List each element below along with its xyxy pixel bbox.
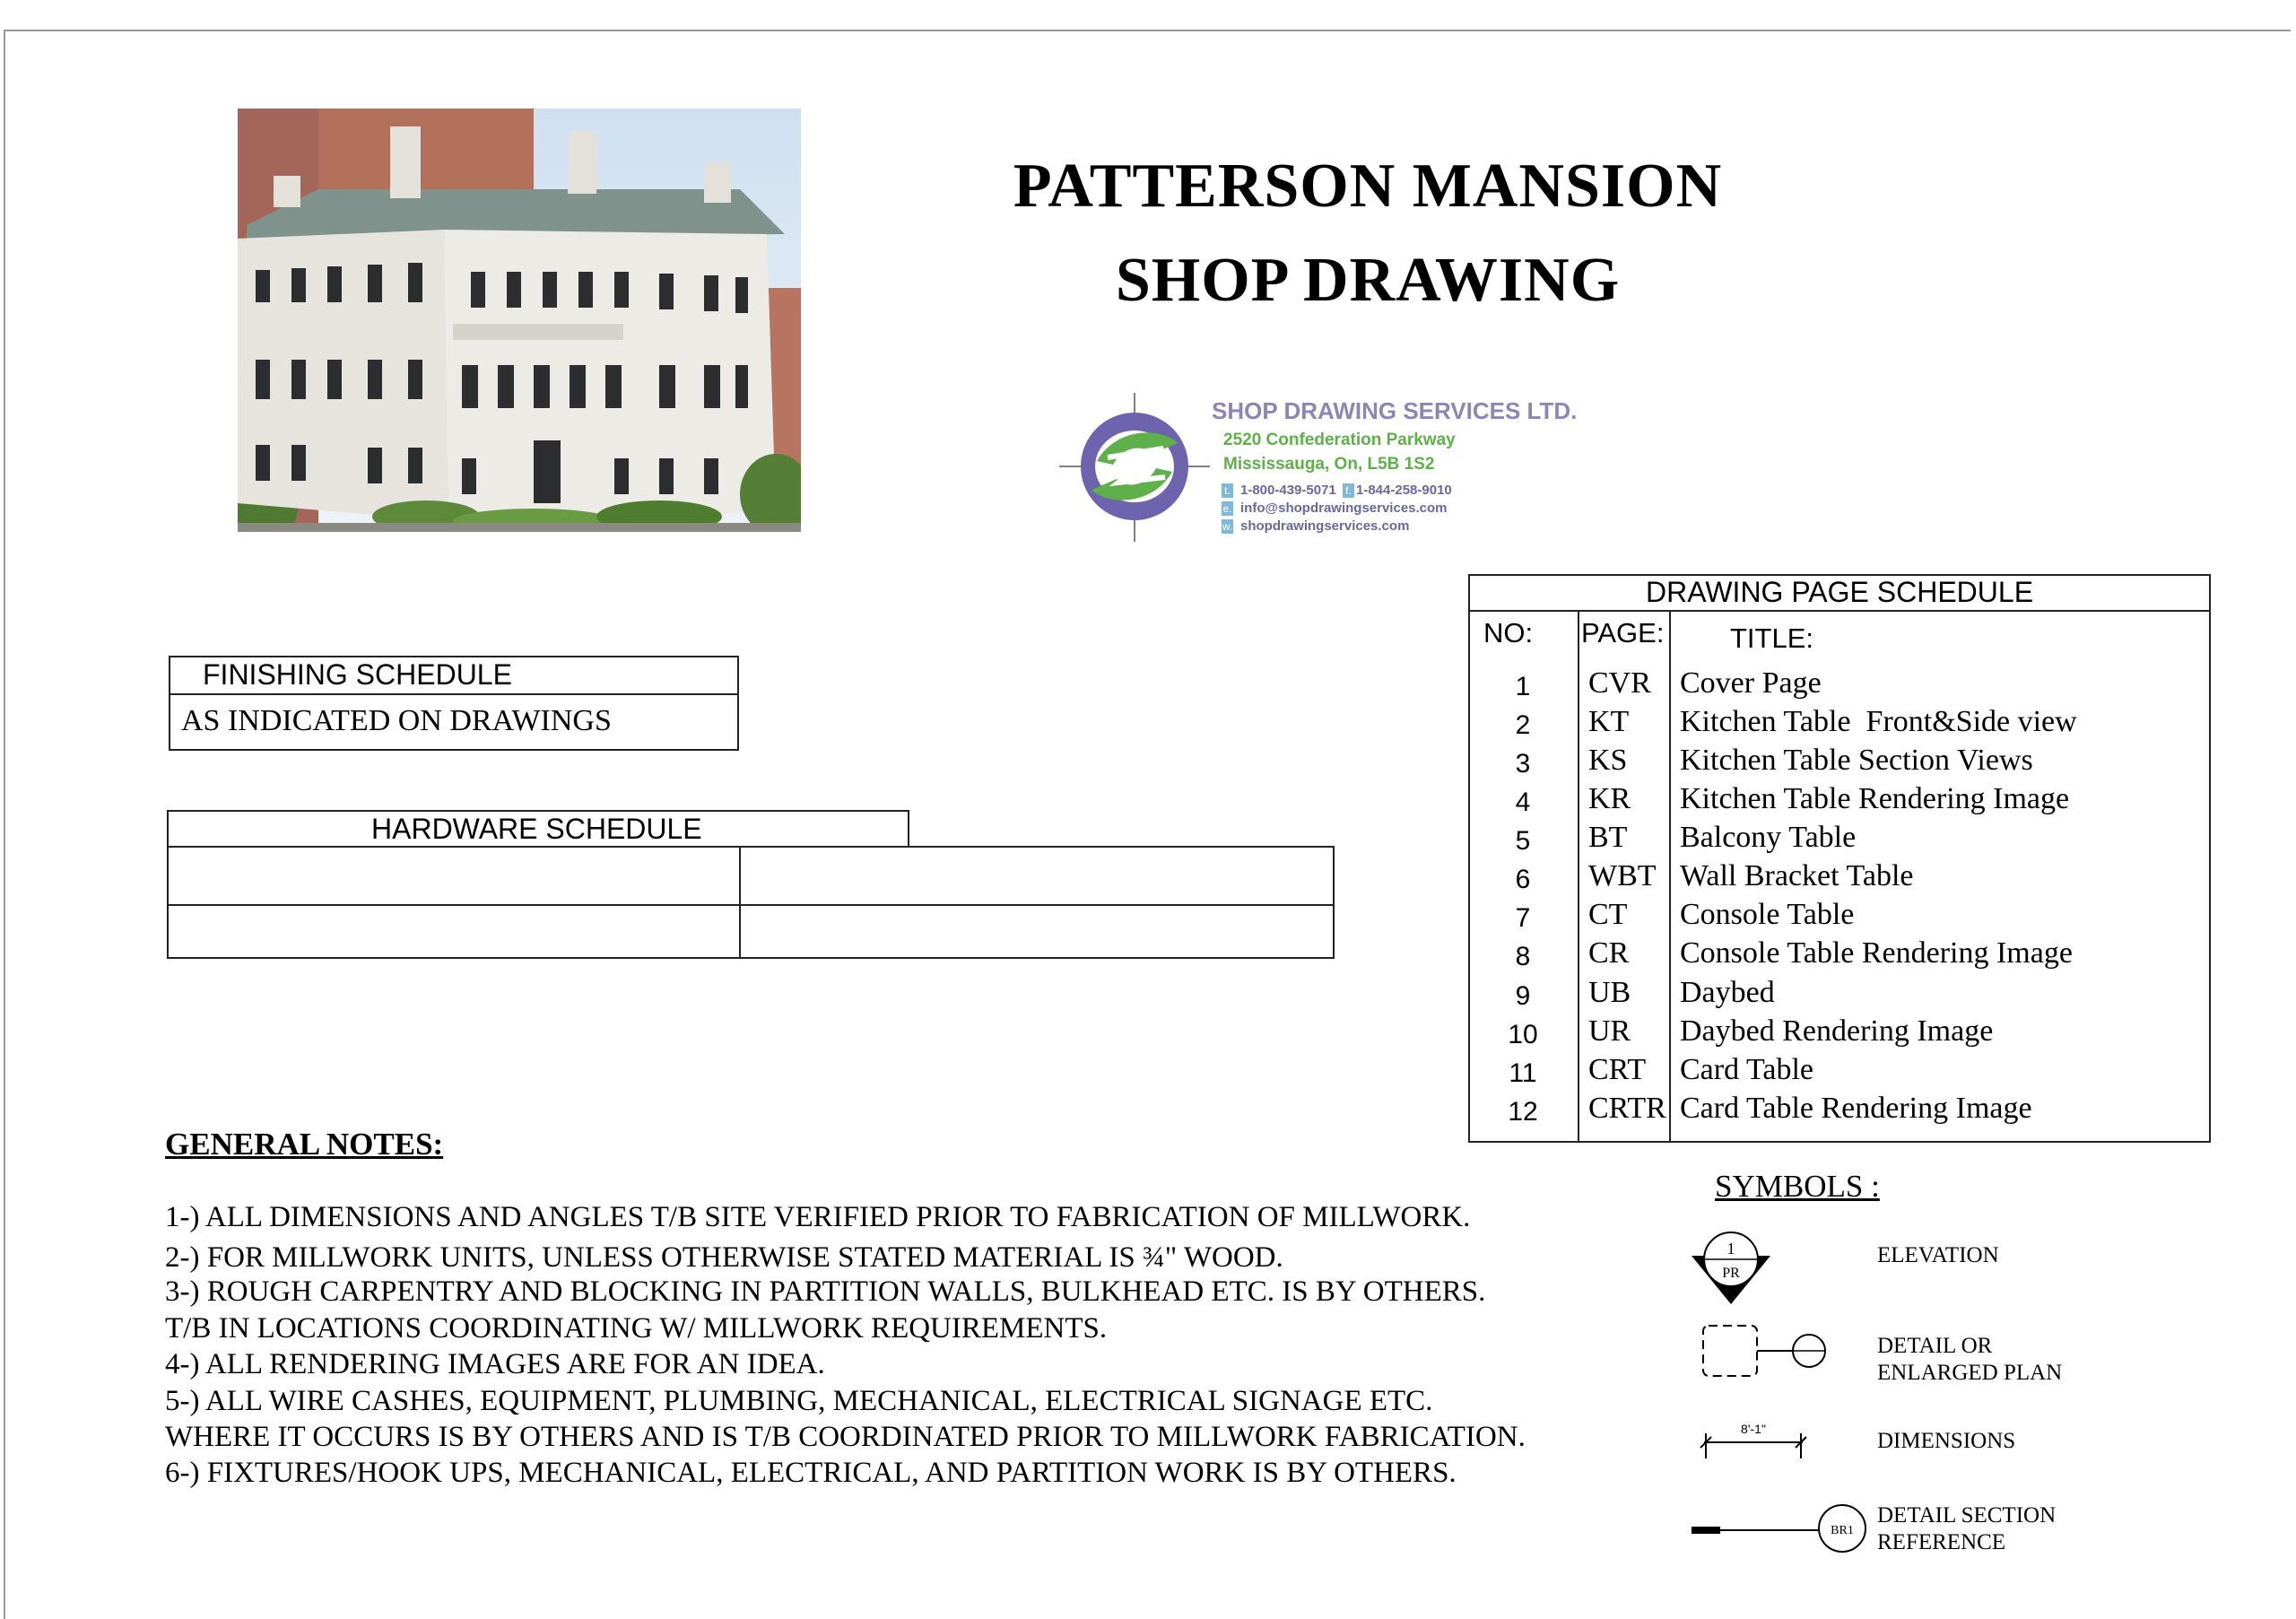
col-page-header: PAGE: <box>1581 617 1665 648</box>
col-no-header: NO: <box>1483 617 1534 648</box>
schedule-row-title: Kitchen Table Rendering Image <box>1680 782 2070 815</box>
general-note-line: 2-) FOR MILLWORK UNITS, UNLESS OTHERWISE STATED MATERIAL IS ¾" WOOD. <box>165 1241 1283 1274</box>
schedule-row-page: CVR <box>1588 666 1651 700</box>
schedule-row-no: 3 <box>1515 749 1531 779</box>
schedule-row-title: Daybed <box>1680 976 1775 1009</box>
dimension-symbol-icon <box>1695 1417 1812 1462</box>
schedule-row-page: KR <box>1588 782 1631 815</box>
company-phone: 1-800-439-5071 <box>1240 483 1336 498</box>
company-fax: 1-844-258-9010 <box>1356 483 1452 498</box>
schedule-row-title: Cover Page <box>1680 666 1822 700</box>
general-note-line: 4-) ALL RENDERING IMAGES ARE FOR AN IDEA. <box>165 1348 825 1380</box>
section-reference-ref: BR1 <box>1831 1524 1854 1537</box>
schedule-row-title: Card Table Rendering Image <box>1680 1092 2032 1125</box>
col-title-header: TITLE: <box>1730 622 1814 654</box>
schedule-row-no: 8 <box>1515 942 1531 971</box>
schedule-row-page: CR <box>1588 936 1630 970</box>
detail-plan-label-line1: DETAIL OR <box>1877 1334 1993 1358</box>
schedule-row-title: Kitchen Table Front&Side view <box>1680 705 2077 738</box>
schedule-row-no: 12 <box>1508 1097 1538 1127</box>
schedule-row-page: KT <box>1588 705 1630 738</box>
mansion-photo <box>238 109 801 532</box>
schedule-row <box>1470 819 2208 857</box>
schedule-row <box>1470 1051 2208 1090</box>
company-logo-icon <box>1054 391 1215 544</box>
general-note-line: 6-) FIXTURES/HOOK UPS, MECHANICAL, ELECTRICAL, AND PARTITION WORK IS BY OTHERS. <box>165 1457 1457 1489</box>
general-note-line: 5-) ALL WIRE CASHES, EQUIPMENT, PLUMBING, MECHANICAL, ELECTRICAL SIGNAGE ETC. <box>165 1385 1433 1417</box>
schedule-row-page: BT <box>1588 821 1628 854</box>
schedule-row-no: 5 <box>1515 826 1531 856</box>
hardware-schedule-table <box>167 846 1335 959</box>
company-address-2: Mississauga, On, L5B 1S2 <box>1223 455 1435 474</box>
schedule-row <box>1470 1090 2208 1128</box>
schedule-row-page: CT <box>1588 898 1628 931</box>
hardware-schedule-header-box <box>167 810 909 848</box>
schedule-row <box>1470 703 2208 742</box>
finishing-schedule-table <box>169 656 739 751</box>
company-name: SHOP DRAWING SERVICES LTD. <box>1212 397 1578 424</box>
dimensions-label: DIMENSIONS <box>1877 1429 2016 1453</box>
general-note-line: T/B IN LOCATIONS COORDINATING W/ MILLWORK REQUIREMENTS. <box>165 1312 1108 1345</box>
elevation-symbol-icon <box>1686 1229 1776 1306</box>
dimension-symbol-value: 8'-1" <box>1741 1422 1766 1436</box>
project-title: PATTERSON MANSION <box>1013 152 1723 221</box>
schedule-row-page: WBT <box>1588 859 1657 892</box>
company-website: shopdrawingservices.com <box>1240 518 1410 534</box>
schedule-row-page: KS <box>1588 744 1628 777</box>
schedule-row-title: Kitchen Table Section Views <box>1680 744 2033 777</box>
email-tag: e. <box>1222 502 1232 515</box>
schedule-row-title: Balcony Table <box>1680 821 1857 854</box>
schedule-row-no: 1 <box>1515 672 1531 701</box>
schedule-row-page: UB <box>1588 976 1631 1009</box>
company-email: info@shopdrawingservices.com <box>1240 500 1448 516</box>
schedule-row-page: UR <box>1588 1014 1631 1048</box>
schedule-row <box>1470 935 2208 973</box>
finishing-schedule-value: AS INDICATED ON DRAWINGS <box>181 704 612 737</box>
section-reference-label-line1: DETAIL SECTION <box>1877 1503 2057 1528</box>
phone-tag: t. <box>1222 483 1233 498</box>
schedule-row-no: 11 <box>1509 1058 1537 1088</box>
elevation-label: ELEVATION <box>1877 1243 1999 1267</box>
detail-plan-label <box>1877 1333 2062 1387</box>
company-address-1: 2520 Confederation Parkway <box>1223 431 1456 449</box>
schedule-row-page: CRT <box>1588 1053 1647 1086</box>
symbols-header: SYMBOLS : <box>1715 1169 1880 1204</box>
schedule-row-no: 6 <box>1515 865 1531 894</box>
schedule-row <box>1470 1013 2208 1051</box>
general-note-line: 1-) ALL DIMENSIONS AND ANGLES T/B SITE VERIFIED PRIOR TO FABRICATION OF MILLWORK. <box>165 1201 1471 1233</box>
schedule-row-title: Card Table <box>1680 1053 1813 1086</box>
schedule-row <box>1470 780 2208 819</box>
schedule-row <box>1470 974 2208 1013</box>
schedule-row-no: 10 <box>1508 1020 1538 1049</box>
schedule-row-no: 4 <box>1515 788 1531 817</box>
elevation-symbol-number: 1 <box>1726 1240 1735 1258</box>
elevation-symbol-ref: PR <box>1722 1266 1740 1281</box>
drawing-type-title: SHOP DRAWING <box>1115 246 1621 315</box>
schedule-row-no: 9 <box>1515 981 1531 1011</box>
fax-tag: f. <box>1343 483 1354 498</box>
detail-plan-symbol-icon <box>1700 1320 1834 1385</box>
schedule-row-no: 2 <box>1515 710 1531 740</box>
schedule-row-title: Console Table Rendering Image <box>1680 936 2073 970</box>
detail-plan-label-line2: ENLARGED PLAN <box>1877 1361 2063 1385</box>
drawing-page-schedule-header: DRAWING PAGE SCHEDULE <box>1645 576 2034 608</box>
schedule-row <box>1470 665 2208 703</box>
schedule-row-title: Console Table <box>1680 898 1855 931</box>
section-reference-label <box>1877 1502 2056 1556</box>
section-reference-label-line2: REFERENCE <box>1877 1530 2006 1554</box>
general-note-line: 3-) ROUGH CARPENTRY AND BLOCKING IN PARTITION WALLS, BULKHEAD ETC. IS BY OTHERS. <box>165 1275 1486 1308</box>
section-reference-symbol-icon <box>1688 1501 1867 1555</box>
schedule-row <box>1470 857 2208 896</box>
web-tag: w. <box>1222 520 1233 533</box>
finishing-schedule-header: FINISHING SCHEDULE <box>203 658 512 691</box>
schedule-row-title: Daybed Rendering Image <box>1680 1014 1994 1048</box>
hardware-schedule-header: HARDWARE SCHEDULE <box>371 813 702 845</box>
schedule-row-title: Wall Bracket Table <box>1680 859 1914 892</box>
schedule-row <box>1470 742 2208 780</box>
schedule-row-page: CRTR <box>1588 1092 1666 1125</box>
general-note-line: WHERE IT OCCURS IS BY OTHERS AND IS T/B COORDINATED PRIOR TO MILLWORK FABRICATION. <box>165 1421 1526 1453</box>
schedule-row <box>1470 896 2208 935</box>
general-notes-header: GENERAL NOTES: <box>165 1127 444 1162</box>
schedule-row-no: 7 <box>1515 903 1531 933</box>
